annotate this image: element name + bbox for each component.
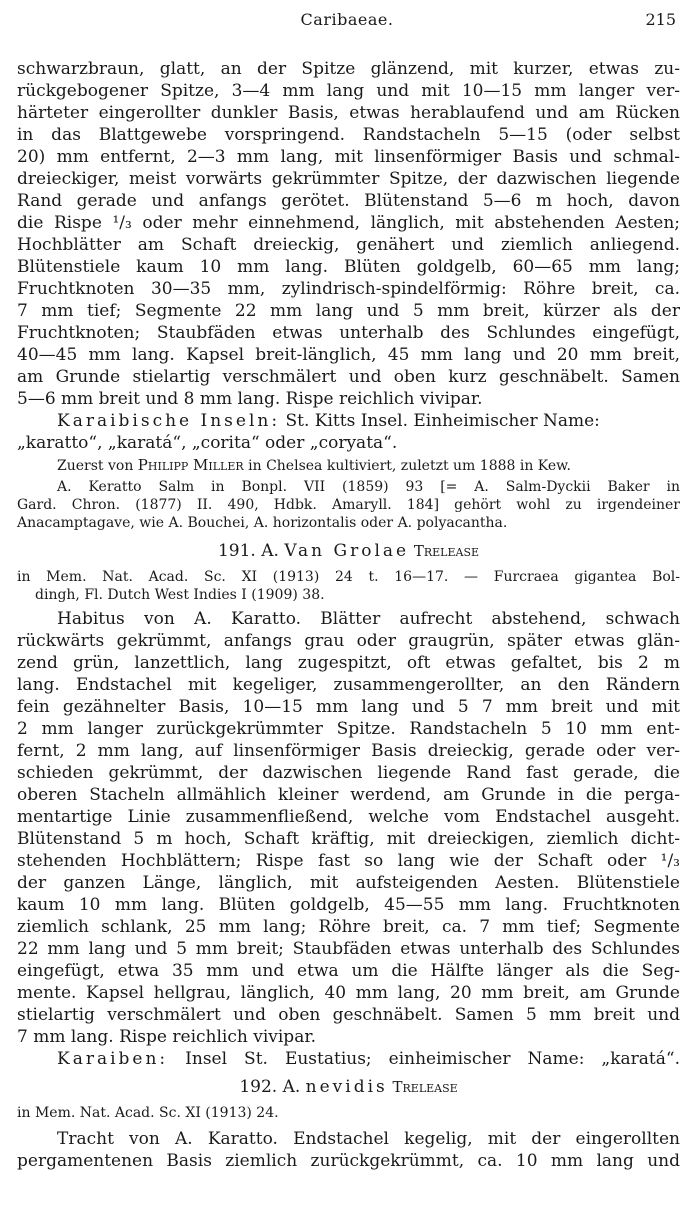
text-line: rückgebogener Spitze, 3—4 mm lang und mit 10—15 mm langer ver- xyxy=(17,81,680,101)
text-line: 20) mm entfernt, 2—3 mm lang, mit linsenförmiger Basis und schmal- xyxy=(17,147,680,167)
region-label: Karaiben: xyxy=(57,1049,169,1069)
text-line: ziemlich schlank, 25 mm lang; Röhre breit, ca. 7 mm tief; Segmente xyxy=(17,917,680,937)
text-line: Blütenstand 5 m hoch, Schaft kräftig, mit dreieckigen, ziemlich dicht- xyxy=(17,829,680,849)
text-line: Hochblätter am Schaft dreieckig, genähert und ziemlich anliegend. xyxy=(17,235,680,255)
distribution-line xyxy=(17,410,680,432)
species-name: nevidis xyxy=(305,1077,388,1097)
text-line: Habitus von A. Karatto. Blätter aufrecht abstehend, schwach xyxy=(57,609,680,629)
text-line: Tracht von A. Karatto. Endstachel kegelig, mit der eingerollten xyxy=(57,1129,680,1149)
text-line: 2 mm langer zurückgekrümmter Spitze. Randstacheln 5 10 mm ent- xyxy=(17,719,680,739)
text-line: schieden gekrümmt, der dazwischen liegende Rand fast gerade, die xyxy=(17,763,680,783)
text-line: dreieckiger, meist vorwärts gekrümmter Spitze, der dazwischen liegende xyxy=(17,169,680,189)
text-line: 5—6 mm breit und 8 mm lang. Rispe reichlich vivipar. xyxy=(17,389,483,409)
region-text: Insel St. Eustatius; einheimischer Name: „karatá“. xyxy=(168,1049,680,1069)
text-line: Rand gerade und anfangs gerötet. Blütenstand 5—6 m hoch, davon xyxy=(17,191,680,211)
text-line: 7 mm tief; Segmente 22 mm lang und 5 mm breit, kürzer als der xyxy=(17,301,680,321)
text-line: härteter eingerollter dunkler Basis, etwas herablaufend und am Rücken xyxy=(17,103,680,123)
synonym-note-line: Anacamptagave, wie A. Bouchei, A. horizontalis oder A. polyacantha. xyxy=(17,515,508,531)
region-label: Karaibische Inseln: xyxy=(57,411,281,431)
synonym-note-line: Gard. Chron. (1877) II. 490, Hdbk. Amaryll. 184] gehört wohl zu irgendeiner xyxy=(17,497,680,513)
vernacular-names: „karatto“, „karatá“, „corita“ oder „coryata“. xyxy=(17,433,398,453)
species-heading: 191. A. Van Grolae Trelease xyxy=(217,541,480,561)
text-line: mentartige Linie zusammenfließend, welche vom Endstachel ausgeht. xyxy=(17,807,680,827)
text-line: fernt, 2 mm lang, auf linsenförmiger Basis dreieckig, gerade oder ver- xyxy=(17,741,680,761)
text-line: eingefügt, etwa 35 mm und etwa um die Hälfte länger als die Seg- xyxy=(17,961,680,981)
text-line: in das Blattgewebe vorspringend. Randstacheln 5—15 (oder selbst xyxy=(17,125,680,145)
species-author: Trelease xyxy=(409,542,480,560)
citation-line: dingh, Fl. Dutch West Indies I (1909) 38. xyxy=(35,587,325,603)
text-line: die Rispe ¹/₃ oder mehr einnehmend, länglich, mit abstehenden Aesten; xyxy=(17,213,680,233)
text-line: stielartig verschmälert und oben geschnäbelt. Samen 5 mm breit und xyxy=(17,1005,680,1025)
text-line: zend grün, lanzettlich, lang zugespitzt, oft etwas gefaltet, bis 2 m xyxy=(17,653,680,673)
text-line: rückwärts gekrümmt, anfangs grau oder graugrün, später etwas glän- xyxy=(17,631,680,651)
region-text: St. Kitts Insel. Einheimischer Name: xyxy=(280,411,600,431)
cultivation-note: Zuerst von Philipp Miller in Chelsea kultiviert, zuletzt um 1888 in Kew. xyxy=(57,456,571,474)
text-line: stehenden Hochblättern; Rispe fast so lang wie der Schaft oder ¹/₃ xyxy=(17,851,680,871)
synonym-note-line: A. Keratto Salm in Bonpl. VII (1859) 93 [= A. Salm-Dyckii Baker in xyxy=(57,479,680,495)
running-header-title: Caribaeae. xyxy=(300,10,394,29)
text-line: 22 mm lang und 5 mm breit; Staubfäden etwas unterhalb des Schlundes xyxy=(17,939,680,959)
text-line: schwarzbraun, glatt, an der Spitze glänzend, mit kurzer, etwas zu- xyxy=(17,59,680,79)
text-line: lang. Endstachel mit kegeliger, zusammengerollter, an den Rändern xyxy=(17,675,680,695)
text-line: Fruchtknoten 30—35 mm, zylindrisch-spindelförmig: Röhre breit, ca. xyxy=(17,279,680,299)
text-line: 40—45 mm lang. Kapsel breit-länglich, 45 mm lang und 20 mm breit, xyxy=(17,345,680,365)
distribution-line xyxy=(17,1048,680,1070)
citation-line: in Mem. Nat. Acad. Sc. XI (1913) 24 t. 16—17. — Furcraea gigantea Bol- xyxy=(17,569,680,585)
text-line: Blütenstiele kaum 10 mm lang. Blüten goldgelb, 60—65 mm lang; xyxy=(17,257,680,277)
person-name: Philipp Miller xyxy=(137,456,244,474)
text-line: 7 mm lang. Rispe reichlich vivipar. xyxy=(17,1027,316,1047)
text-line: der ganzen Länge, länglich, mit aufsteigenden Aesten. Blütenstiele xyxy=(17,873,680,893)
text-line: Fruchtknoten; Staubfäden etwas unterhalb des Schlundes eingefügt, xyxy=(17,323,680,343)
text-line: fein gezähnelter Basis, 10—15 mm lang und 5 7 mm breit und mit xyxy=(17,697,680,717)
text-line: pergamentenen Basis ziemlich zurückgekrümmt, ca. 10 mm lang und xyxy=(17,1151,680,1171)
text-line: am Grunde stielartig verschmälert und oben kurz geschnäbelt. Samen xyxy=(17,367,680,387)
text-line: mente. Kapsel hellgrau, länglich, 40 mm lang, 20 mm breit, am Grunde xyxy=(17,983,680,1003)
species-heading: 192. A. nevidis Trelease xyxy=(239,1077,458,1097)
text-line: oberen Stacheln allmählich kleiner werdend, am Grunde in die perga- xyxy=(17,785,680,805)
species-author: Trelease xyxy=(387,1078,458,1096)
text-line: kaum 10 mm lang. Blüten goldgelb, 45—55 mm lang. Fruchtknoten xyxy=(17,895,680,915)
citation-line: in Mem. Nat. Acad. Sc. XI (1913) 24. xyxy=(17,1105,279,1121)
species-name: Van Grolae xyxy=(284,541,410,561)
page-number: 215 xyxy=(645,10,676,29)
